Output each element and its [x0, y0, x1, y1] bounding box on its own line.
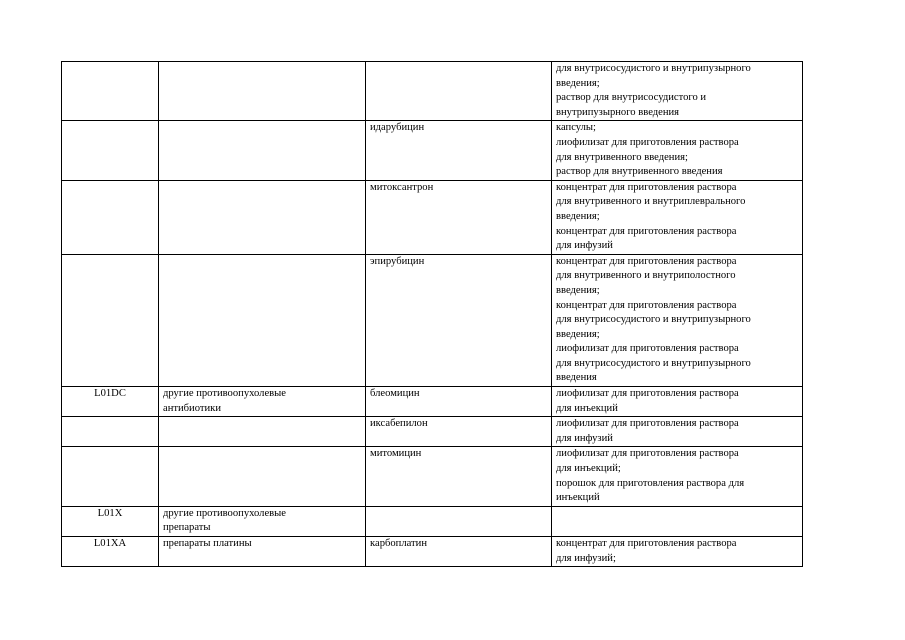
- dosage-form-cell: [552, 387, 803, 417]
- dosage-form-line: для инфузий;: [556, 552, 616, 564]
- dosage-form-line: для внутривенного и внутриполостного: [556, 270, 736, 282]
- table-row: [62, 447, 803, 506]
- group-cell: [159, 62, 366, 121]
- drug-name-cell: эпирубицин: [366, 254, 552, 386]
- group-line: другие противоопухолевые: [163, 388, 286, 400]
- dosage-form-line: внутрипузырного введения: [556, 106, 680, 118]
- dosage-form-line: для внутривенного введения;: [556, 151, 688, 163]
- dosage-form-line: концентрат для приготовления раствора: [556, 181, 737, 193]
- atc-code-cell: [62, 254, 159, 386]
- table-row: [62, 180, 803, 254]
- drug-name-cell: идарубицин: [366, 121, 552, 180]
- group-line: препараты: [163, 522, 211, 534]
- dosage-form-line: концентрат для приготовления раствора: [556, 538, 737, 549]
- dosage-form-line: введения: [556, 372, 597, 384]
- dosage-form-line: введения;: [556, 210, 600, 222]
- dosage-form-cell: [552, 537, 803, 567]
- dosage-form-line: для инфузий: [556, 432, 613, 444]
- drug-table: [61, 61, 803, 567]
- dosage-form-line: для инфузий: [556, 240, 613, 252]
- dosage-form-line: капсулы;: [556, 122, 596, 134]
- drug-name-cell: карбоплатин: [366, 537, 552, 567]
- dosage-form-line: [556, 507, 798, 522]
- dosage-form-line: [556, 521, 798, 536]
- dosage-form-line: раствор для внутрисосудистого и: [556, 92, 707, 104]
- dosage-form-line: введения;: [556, 328, 600, 340]
- dosage-form-line: концентрат для приготовления раствора: [556, 255, 737, 267]
- group-line: антибиотики: [163, 402, 222, 414]
- dosage-form-line: лиофилизат для приготовления раствора: [556, 136, 739, 148]
- table-row: [62, 254, 803, 386]
- table-row: [62, 387, 803, 417]
- group-cell: [159, 180, 366, 254]
- table-row: [62, 506, 803, 536]
- drug-name-cell: митомицин: [366, 447, 552, 506]
- atc-code-cell: L01DC: [62, 387, 159, 417]
- group-cell: препараты платины: [159, 537, 366, 567]
- dosage-form-line: лиофилизат для приготовления раствора: [556, 448, 739, 460]
- group-cell: [159, 387, 366, 417]
- dosage-form-cell: [552, 417, 803, 447]
- table-row: [62, 121, 803, 180]
- drug-name-cell: блеомицин: [366, 387, 552, 417]
- table-row: [62, 417, 803, 447]
- dosage-form-cell: [552, 62, 803, 121]
- group-cell: [159, 506, 366, 536]
- dosage-form-line: для внутривенного и внутриплеврального: [556, 196, 746, 208]
- atc-code-cell: [62, 62, 159, 121]
- drug-name-cell: [366, 62, 552, 121]
- dosage-form-line: для инъекций;: [556, 463, 621, 475]
- dosage-form-line: концентрат для приготовления раствора: [556, 299, 737, 311]
- table-row: [62, 537, 803, 567]
- dosage-form-line: раствор для внутривенного введения: [556, 166, 723, 178]
- group-cell: [159, 254, 366, 386]
- dosage-form-cell: [552, 180, 803, 254]
- atc-code-cell: L01XA: [62, 537, 159, 567]
- drug-name-cell: митоксантрон: [366, 180, 552, 254]
- dosage-form-line: для инъекций: [556, 402, 618, 414]
- dosage-form-line: концентрат для приготовления раствора: [556, 225, 737, 237]
- group-cell: [159, 447, 366, 506]
- dosage-form-line: лиофилизат для приготовления раствора: [556, 388, 739, 400]
- atc-code-cell: [62, 180, 159, 254]
- table-row: [62, 62, 803, 121]
- dosage-form-line: лиофилизат для приготовления раствора: [556, 418, 739, 430]
- dosage-form-cell: [552, 254, 803, 386]
- dosage-form-line: порошок для приготовления раствора для: [556, 477, 745, 489]
- drug-name-cell: иксабепилон: [366, 417, 552, 447]
- dosage-form-line: для внутрисосудистого и внутрипузырного: [556, 314, 751, 326]
- atc-code-cell: [62, 417, 159, 447]
- dosage-form-cell: [552, 506, 803, 536]
- dosage-form-line: введения;: [556, 284, 600, 296]
- dosage-form-line: введения;: [556, 77, 600, 89]
- dosage-form-line: для внутрисосудистого и внутрипузырного: [556, 357, 751, 369]
- dosage-form-cell: [552, 121, 803, 180]
- dosage-form-line: лиофилизат для приготовления раствора: [556, 343, 739, 355]
- group-cell: [159, 121, 366, 180]
- dosage-form-line: инъекций: [556, 492, 600, 504]
- dosage-form-cell: [552, 447, 803, 506]
- atc-code-cell: [62, 121, 159, 180]
- group-cell: [159, 417, 366, 447]
- atc-code-cell: L01X: [62, 506, 159, 536]
- atc-code-cell: [62, 447, 159, 506]
- dosage-form-line: для внутрисосудистого и внутрипузырного: [556, 63, 751, 74]
- drug-name-cell: [366, 506, 552, 536]
- group-line: другие противоопухолевые: [163, 507, 286, 519]
